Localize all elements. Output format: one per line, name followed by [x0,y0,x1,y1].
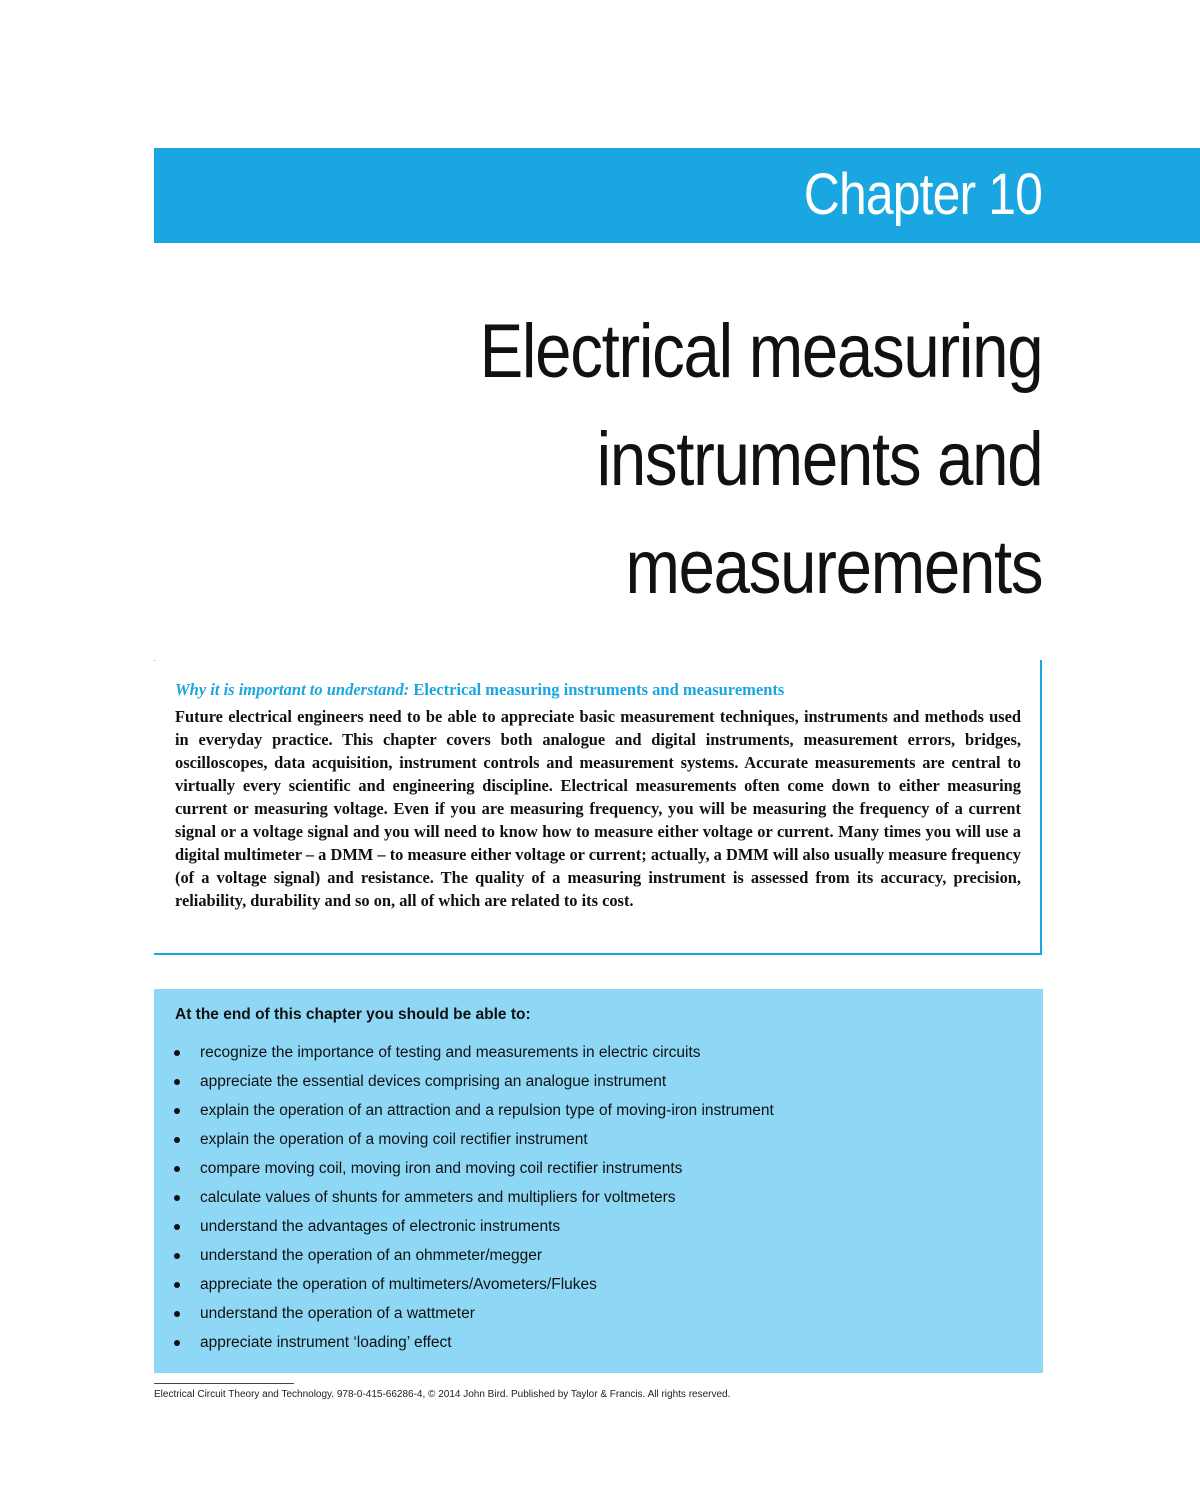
list-item-text: appreciate instrument ‘loading’ effect [200,1334,452,1351]
copyright-footer: Electrical Circuit Theory and Technology. 978-0-415-66286-4, © 2014 John Bird. Published by Taylor & Francis. All rights reserved. [154,1389,731,1400]
list-item-text: appreciate the operation of multimeters/Avometers/Flukes [200,1276,597,1293]
bullet-icon [174,1195,180,1201]
list-item [171,1128,774,1157]
bullet-icon [174,1253,180,1259]
list-item-text: explain the operation of a moving coil rectifier instrument [200,1131,588,1148]
bullet-icon [174,1050,180,1056]
chapter-banner [154,148,1200,243]
list-item [171,1041,774,1070]
bullet-icon [174,1224,180,1230]
list-item-text: appreciate the essential devices comprising an analogue instrument [200,1073,667,1090]
bullet-icon [174,1311,180,1317]
list-item [171,1244,774,1273]
list-item-text: understand the operation of an ohmmeter/megger [200,1247,543,1264]
learning-objectives-heading: At the end of this chapter you should be able to: [175,1006,531,1023]
bullet-icon [174,1079,180,1085]
list-item [171,1099,774,1128]
list-item [171,1273,774,1302]
bullet-icon [174,1166,180,1172]
why-important-box [154,660,1042,955]
bullet-icon [174,1137,180,1143]
footnote-divider [154,1383,294,1384]
why-important-topic: Electrical measuring instruments and measurements [413,680,785,699]
list-item [171,1302,774,1331]
chapter-title-line-1: Electrical measuring [479,309,1042,394]
learning-objectives-list [171,1041,774,1360]
list-item-text: explain the operation of an attraction and a repulsion type of moving-iron instrument [200,1102,774,1119]
why-important-lead: Why it is important to understand: [175,680,410,699]
chapter-title [388,298,1042,622]
list-item [171,1070,774,1099]
list-item-text: understand the operation of a wattmeter [200,1305,475,1322]
list-item-text: recognize the importance of testing and measurements in electric circuits [200,1044,701,1061]
list-item-text: calculate values of shunts for ammeters and multipliers for voltmeters [200,1189,676,1206]
bullet-icon [174,1282,180,1288]
why-important-body: Future electrical engineers need to be able to appreciate basic measurement techniques, instruments and methods used in everyday practice. This chapter covers both analogue and digital instruments, measurement errors, bridges, oscilloscopes, data acquisition, instrument controls and measurement systems. Accurate measurements are central to virtually every scientific and engineering discipline. Electrical measurements often come down to either measuring current or measuring voltage. Even if you are measuring frequency, you will be measuring the frequency of a current signal or a voltage signal and you will need to know how to measure either voltage or current. Many times you will use a digital multimeter – a DMM – to measure either voltage or current; actually, a DMM will also usually measure frequency (of a voltage signal) and resistance. The quality of a measuring instrument is assessed from its accuracy, precision, reliability, durability and so on, all of which are related to its cost. [175,707,1021,910]
list-item-text: understand the advantages of electronic instruments [200,1218,561,1235]
chapter-title-line-3: measurements [625,525,1042,610]
box-corner-mark [154,660,155,661]
list-item [171,1157,774,1186]
why-important-heading [175,679,784,701]
list-item [171,1215,774,1244]
list-item [171,1331,774,1360]
learning-objectives-box [154,989,1043,1373]
chapter-title-line-2: instruments and [596,417,1042,502]
list-item-text: compare moving coil, moving iron and moving coil rectifier instruments [200,1160,683,1177]
bullet-icon [174,1340,180,1346]
chapter-number: Chapter 10 [803,162,1042,227]
bullet-icon [174,1108,180,1114]
list-item [171,1186,774,1215]
